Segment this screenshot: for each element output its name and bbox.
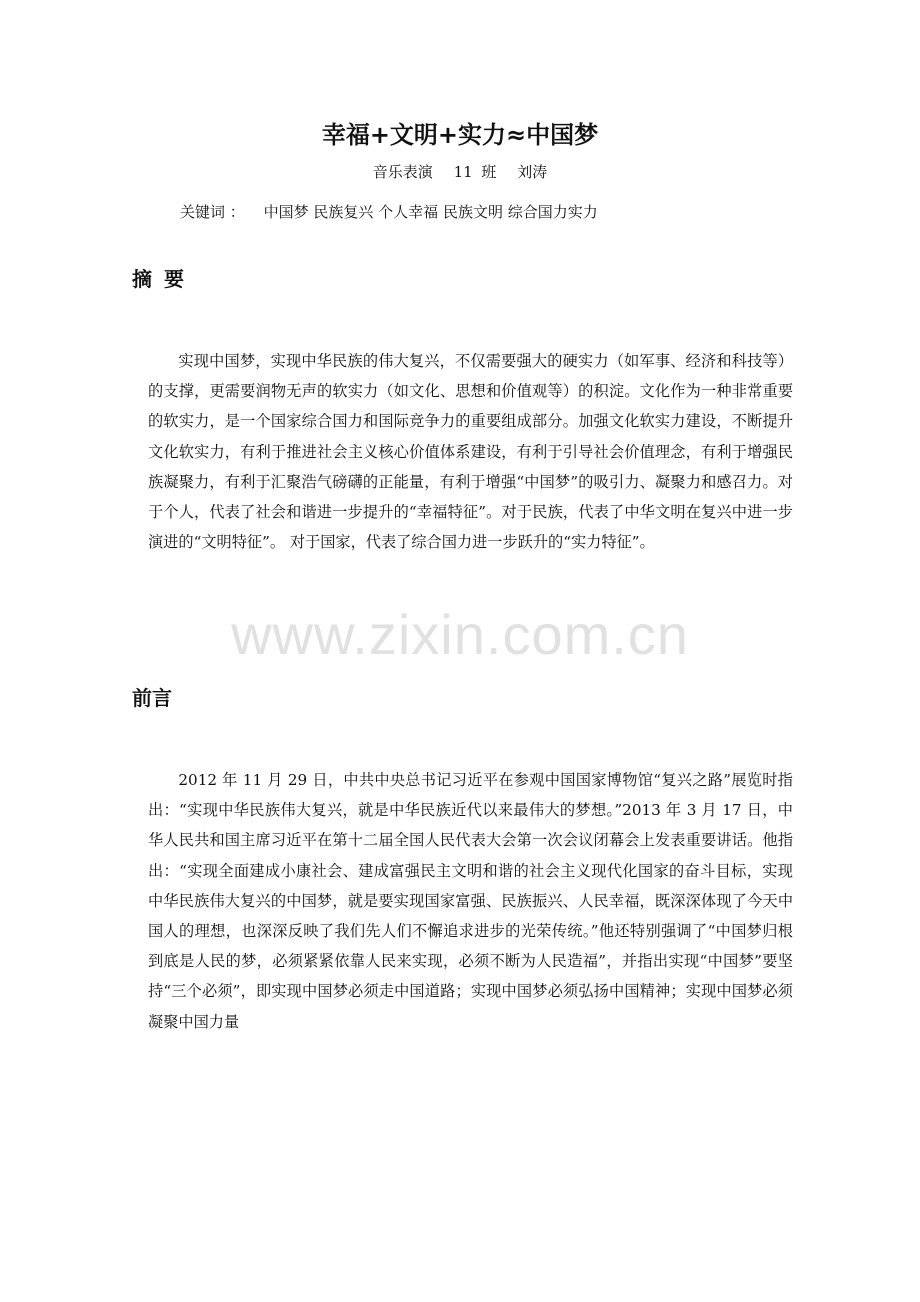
- keyword-item: 中国梦: [263, 203, 309, 221]
- author-byline: [0, 160, 920, 184]
- keyword-item: 民族文明: [442, 203, 503, 221]
- keyword-item: 民族复兴: [313, 203, 374, 221]
- preface-heading: 前言: [132, 686, 172, 710]
- abstract-paragraph: 实现中国梦，实现中华民族的伟大复兴，不仅需要强大的硬实力（如军事、经济和科技等）的支撑，更需要润物无声的软实力（如文化、思想和价值观等）的积淀。文化作为一种非常重要的软实力，是一个国家综合国力和国际竞争力的重要组成部分。加强文化软实力建设，不断提升文化软实力，有利于推进社会主义核心价值体系建设，有利于引导社会价值理念，有利于增强民族凝聚力，有利于汇聚浩气磅礴的正能量，有利于增强“中国梦”的吸引力、凝聚力和感召力。对于个人，代表了社会和谐进一步提升的“幸福特征”。对于民族，代表了中华文明在复兴中进一步演进的“文明特征”。 对于国家，代表了综合国力进一步跃升的“实力特征”。: [148, 352, 793, 552]
- keywords-line: [180, 200, 800, 224]
- byline-author: 刘涛: [517, 163, 548, 181]
- site-watermark: www.zixin.com.cn: [231, 603, 689, 666]
- byline-class: 11 班: [453, 163, 497, 181]
- byline-major: 音乐表演: [372, 163, 433, 181]
- keyword-item: 个人幸福: [378, 203, 439, 221]
- keyword-item: 综合国力实力: [507, 203, 598, 221]
- abstract-heading: 摘要: [132, 267, 196, 291]
- keywords-label: 关键词 ：: [180, 203, 245, 221]
- preface-paragraph: 2012 年 11 月 29 日，中共中央总书记习近平在参观中国国家博物馆“复兴之路”展览时指出：“实现中华民族伟大复兴，就是中华民族近代以来最伟大的梦想。”2013 年 3 月 17 日，中华人民共和国主席习近平在第十二届全国人民代表大会第一次会议闭幕会上发表重要讲话。他指出：“实现全面建成小康社会、建成富强民主文明和谐的社会主义现代化国家的奋斗目标，实现中华民族伟大复兴的中国梦，就是要实现国家富强、民族振兴、人民幸福，既深深体现了今天中国人的理想，也深深反映了我们先人们不懈追求进步的光荣传统。”他还特别强调了“中国梦归根到底是人民的梦，必须紧紧依靠人民来实现，必须不断为人民造福”，并指出实现“中国梦”要坚持“三个必须”，即实现中国梦必须走中国道路；实现中国梦必须弘扬中国精神；实现中国梦必须凝聚中国力量: [148, 771, 793, 1031]
- document-title: 幸福+文明+实力≈中国梦: [321, 121, 599, 149]
